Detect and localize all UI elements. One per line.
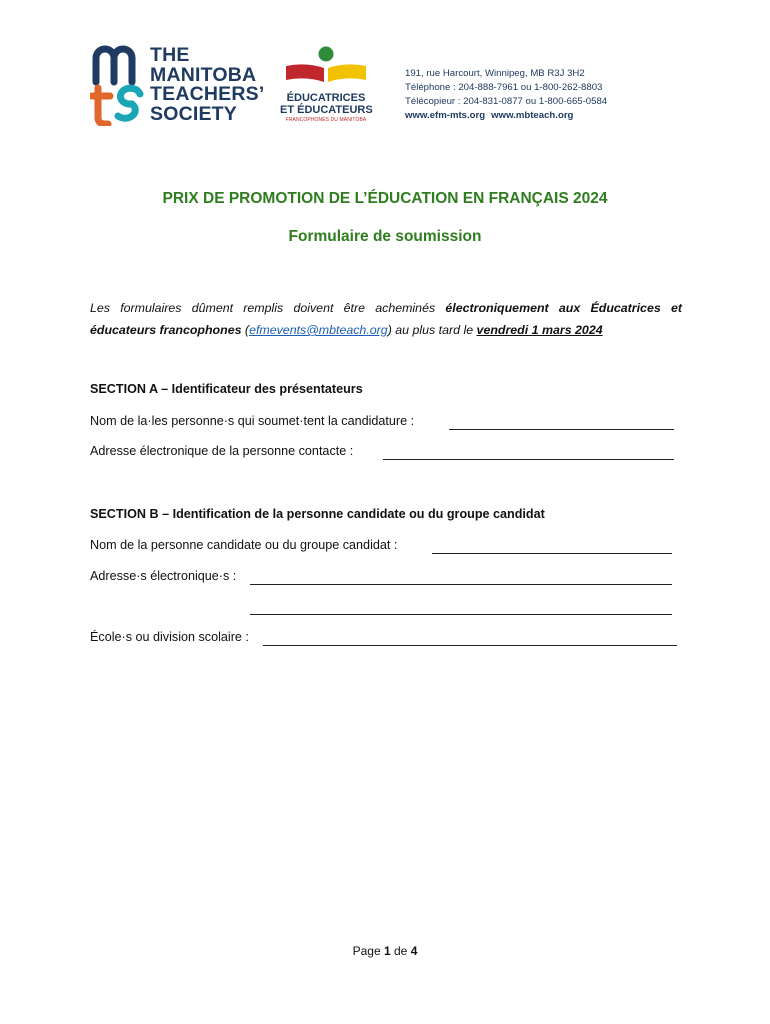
school-label: École·s ou division scolaire : xyxy=(90,630,249,644)
society-name-line: THE xyxy=(150,44,190,66)
intro-text: Les formulaires dûment remplis doivent être acheminés xyxy=(90,301,446,315)
candidate-email-field-2[interactable] xyxy=(250,614,672,615)
email-link[interactable]: efmevents@mbteach.org xyxy=(249,323,388,337)
page-footer xyxy=(0,944,770,958)
web-link-efm[interactable]: www.efm-mts.org xyxy=(405,110,486,121)
society-name xyxy=(150,46,264,124)
society-name-line: MANITOBA xyxy=(150,63,257,86)
intro-text: ( xyxy=(241,323,250,337)
page-subtitle: Formulaire de soumission xyxy=(288,228,482,245)
of-word: de xyxy=(390,944,411,958)
page-word: Page xyxy=(352,944,384,958)
submitter-name-field[interactable] xyxy=(449,429,674,430)
page-title: PRIX DE PROMOTION DE L’ÉDUCATION EN FRANÇAIS 2024 xyxy=(162,190,608,207)
page-number: 1 xyxy=(383,944,391,958)
contact-email-label: Adresse électronique de la personne contacte : xyxy=(90,444,354,458)
section-b-heading: SECTION B – Identification de la personne candidate ou du groupe candidat xyxy=(90,507,545,521)
efm-name-line3: FRANCOPHONES DU MANITOBA xyxy=(285,117,367,123)
submitter-name-label: Nom de la·les personne·s qui soumet·tent la candidature : xyxy=(90,414,415,428)
society-name-line: SOCIETY xyxy=(150,102,237,125)
intro-bold-text: électroniquement aux Éducatrices et éducateurs francophones xyxy=(90,301,682,337)
contact-email-field[interactable] xyxy=(383,459,674,460)
page-total: 4 xyxy=(410,944,418,958)
phone: Téléphone : 204-888-7961 ou 1-800-262-8803 xyxy=(405,82,603,93)
fax: Télécopieur : 204-831-0877 ou 1-800-665-0584 xyxy=(405,96,608,107)
deadline-date: vendredi 1 mars 2024 xyxy=(476,323,603,337)
candidate-name-label: Nom de la personne candidate ou du groupe candidat : xyxy=(90,538,398,552)
mts-logo-icon xyxy=(90,44,146,126)
school-field[interactable] xyxy=(263,645,677,646)
efm-logo xyxy=(280,44,372,128)
contact-block xyxy=(405,67,607,123)
society-name-line: TEACHERS’ xyxy=(150,83,265,105)
section-a-heading: SECTION A – Identificateur des présentateurs xyxy=(90,382,363,396)
efm-name-line1: ÉDUCATRICES xyxy=(286,92,366,104)
candidate-name-field[interactable] xyxy=(432,553,672,554)
web-links xyxy=(405,109,607,123)
intro-text: ) au plus tard le xyxy=(387,323,477,337)
efm-logo-icon xyxy=(280,44,372,92)
candidate-email-label: Adresse·s électronique·s : xyxy=(90,569,237,583)
candidate-email-field[interactable] xyxy=(250,584,672,585)
intro-paragraph xyxy=(90,297,682,341)
web-link-mbteach[interactable]: www.mbteach.org xyxy=(491,110,574,121)
address: 191, rue Harcourt, Winnipeg, MB R3J 3H2 xyxy=(405,68,585,79)
efm-name-line2: ET ÉDUCATEURS xyxy=(280,104,373,116)
